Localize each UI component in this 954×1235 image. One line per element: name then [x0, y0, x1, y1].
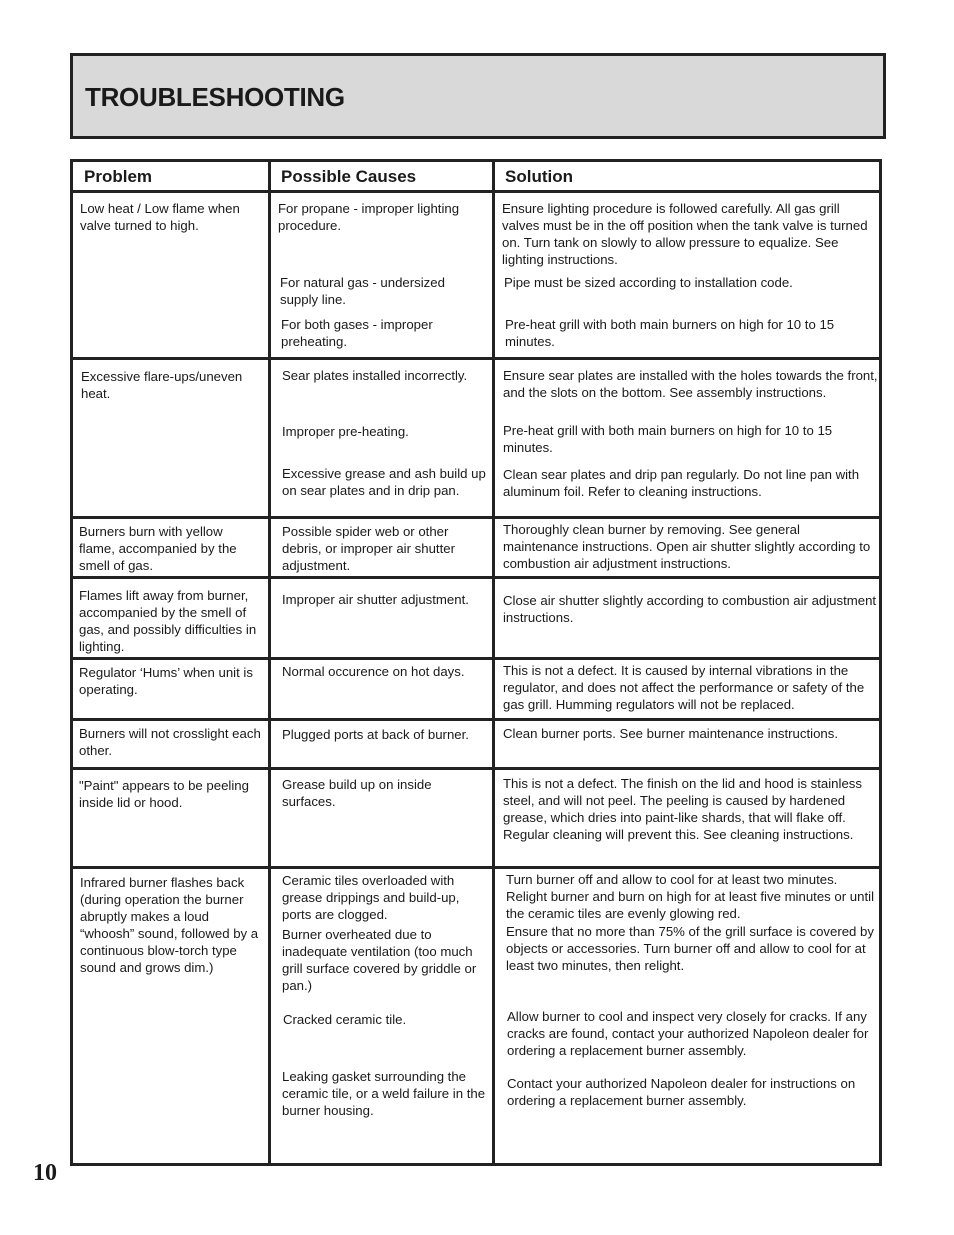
- cause-cell: Leaking gasket surrounding the ceramic tile, or a weld failure in the burner housing.: [282, 1069, 486, 1118]
- solution-cell: Ensure that no more than 75% of the grill surface is covered by objects or accessories. Turn burner off and allow to cool for at least two minutes, then relight.: [506, 924, 874, 973]
- header-causes: Possible Causes: [281, 167, 417, 186]
- cause-cell: Cracked ceramic tile.: [283, 1012, 407, 1027]
- cause-cell: Grease build up on inside surfaces.: [282, 777, 432, 809]
- cause-cell: Normal occurence on hot days.: [282, 664, 465, 679]
- cause-cell: For natural gas - undersized supply line.: [280, 275, 445, 307]
- cause-cell: For propane - improper lighting procedure.: [278, 201, 460, 233]
- solution-cell: Pipe must be sized according to installation code.: [504, 275, 793, 290]
- row-divider: [73, 657, 879, 660]
- solution-cell: Clean burner ports. See burner maintenance instructions.: [503, 726, 838, 741]
- row-divider: [73, 576, 879, 579]
- header-problem: Problem: [84, 167, 153, 186]
- header-divider: [73, 190, 879, 193]
- cause-cell: Plugged ports at back of burner.: [282, 727, 469, 742]
- problem-cell: Burners will not crosslight each other.: [79, 726, 261, 758]
- cause-cell: Burner overheated due to inadequate ventilation (too much grill surface covered by griddle or pan.): [282, 927, 477, 993]
- problem-cell: Infrared burner flashes back (during operation the burner abruptly makes a loud “whoosh” sound, followed by a continuous blow-torch type sound and grows dim.): [80, 875, 259, 975]
- problem-cell: Low heat / Low flame when valve turned to high.: [80, 201, 240, 233]
- solution-cell: Ensure sear plates are installed with the holes towards the front, and the slots on the bottom. See assembly instructions.: [503, 368, 878, 400]
- solution-cell: Clean sear plates and drip pan regularly. Do not line pan with aluminum foil. Refer to cleaning instructions.: [503, 467, 860, 499]
- column-divider: [492, 162, 495, 1163]
- row-divider: [73, 357, 879, 360]
- header-solution: Solution: [505, 167, 573, 186]
- cause-cell: For both gases - improper preheating.: [281, 317, 433, 349]
- solution-cell: Contact your authorized Napoleon dealer for instructions on ordering a replacement burner assembly.: [507, 1076, 856, 1108]
- problem-cell: Excessive flare-ups/uneven heat.: [81, 369, 243, 401]
- solution-cell: Allow burner to cool and inspect very closely for cracks. If any cracks are found, contact your authorized Napoleon dealer for ordering a replacement burner assembly.: [507, 1009, 869, 1058]
- row-divider: [73, 516, 879, 519]
- cause-cell: Ceramic tiles overloaded with grease drippings and build-up, ports are clogged.: [282, 873, 460, 922]
- solution-cell: Pre-heat grill with both main burners on high for 10 to 15 minutes.: [503, 423, 833, 455]
- cause-cell: Possible spider web or other debris, or improper air shutter adjustment.: [282, 524, 455, 573]
- solution-cell: Turn burner off and allow to cool for at least two minutes. Relight burner and burn on high for at least five minutes or until the ceramic tiles are evenly glowing red.: [506, 872, 874, 921]
- problem-cell: "Paint" appears to be peeling inside lid or hood.: [79, 778, 249, 810]
- solution-cell: Close air shutter slightly according to combustion air adjustment instructions.: [503, 593, 877, 625]
- cause-cell: Improper air shutter adjustment.: [282, 592, 469, 607]
- row-divider: [73, 718, 879, 721]
- solution-cell: Pre-heat grill with both main burners on high for 10 to 15 minutes.: [505, 317, 835, 349]
- solution-cell: Ensure lighting procedure is followed carefully. All gas grill valves must be in the off position when the tank valve is turned on. Turn tank on slowly to allow pressure to equalize. See lighting instructions.: [502, 201, 868, 267]
- solution-cell: Thoroughly clean burner by removing. See general maintenance instructions. Open air shutter slightly according to combustion air adjustment instructions.: [503, 522, 871, 571]
- title-banner: [70, 53, 886, 139]
- cause-cell: Improper pre-heating.: [282, 424, 409, 439]
- page-title: TROUBLESHOOTING: [85, 82, 345, 112]
- row-divider: [73, 767, 879, 770]
- problem-cell: Regulator ‘Hums’ when unit is operating.: [79, 665, 253, 697]
- problem-cell: Burners burn with yellow flame, accompanied by the smell of gas.: [79, 524, 237, 573]
- solution-cell: This is not a defect. It is caused by internal vibrations in the regulator, and does not affect the performance or safety of the gas grill. Humming regulators will not be replaced.: [503, 663, 865, 712]
- cause-cell: Excessive grease and ash build up on sear plates and in drip pan.: [282, 466, 486, 498]
- troubleshooting-table: [70, 159, 882, 1166]
- column-divider: [268, 162, 271, 1163]
- page-number: 10: [33, 1160, 57, 1186]
- solution-cell: This is not a defect. The finish on the lid and hood is stainless steel, and will not peel. The peeling is caused by hardened grease, which dries into paint-like shards, that will flake off. Regular cleaning will prevent this. See cleaning instructions.: [503, 776, 862, 842]
- row-divider: [73, 866, 879, 869]
- cause-cell: Sear plates installed incorrectly.: [282, 368, 468, 383]
- problem-cell: Flames lift away from burner, accompanied by the smell of gas, and possibly difficulties in lighting.: [79, 588, 257, 654]
